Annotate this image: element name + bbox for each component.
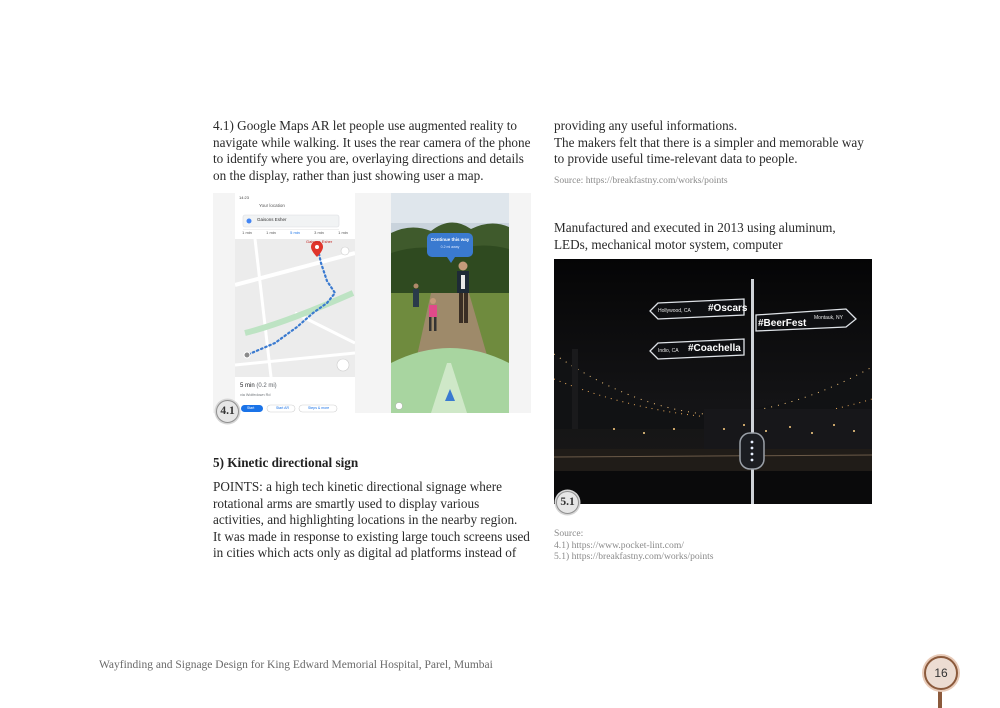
figure-badge-4-1: 4.1 xyxy=(216,400,239,423)
arm-beerfest-tag: #BeerFest xyxy=(758,318,807,329)
figure-kinetic-sign-photo xyxy=(554,259,872,504)
travel-mode-drive[interactable]: 1 min xyxy=(242,230,252,235)
footer-document-title: Wayfinding and Signage Design for King Edward Memorial Hospital, Parel, Mumbai xyxy=(99,659,493,671)
sources-block: Source: 4.1) https://www.pocket-lint.com/ 5.1) https://breakfastny.com/works/points xyxy=(554,528,714,563)
travel-mode-transit[interactable]: 1 min xyxy=(266,230,276,235)
route-via: via Wolfedown Rd xyxy=(240,393,271,397)
start-ar-button[interactable]: Start AR xyxy=(276,406,290,410)
route-buttons xyxy=(241,405,341,412)
source-top: Source: https://breakfastny.com/works/points xyxy=(554,175,728,186)
travel-mode-cycle[interactable]: 1 min xyxy=(338,230,348,235)
figure-google-maps-ar xyxy=(213,193,531,413)
travel-mode-ride[interactable]: 3 min xyxy=(314,230,324,235)
arm-oscars-city: Hollywood, CA xyxy=(658,308,691,314)
arm-coachella-tag: #Coachella xyxy=(688,343,741,354)
arm-beerfest-city: Montauk, NY xyxy=(814,315,843,321)
intro-paragraph: 4.1) Google Maps AR let people use augmented reality to navigate while walking. It uses the rear camera of the phone to identify where you are, overlaying directions and details on the display, rather than just showing user a map. xyxy=(213,118,531,183)
materials-paragraph: Manufactured and executed in 2013 using aluminum, LEDs, mechanical motor system, computer xyxy=(554,220,836,252)
night-bridge-scene xyxy=(554,259,872,504)
continued-paragraph: providing any useful informations. The makers felt that there is a simpler and memorable way to provide useful time-relevant data to people. xyxy=(554,118,864,167)
ar-phone-screen xyxy=(391,193,509,413)
figure-badge-5-1: 5.1 xyxy=(556,491,579,514)
map-destination-label: Gaisons Esher xyxy=(306,239,333,244)
route-summary xyxy=(240,383,277,389)
map-phone-screen xyxy=(235,193,355,413)
ar-bubble-subtitle: 0.2 mi away xyxy=(440,245,460,249)
route-time: 5 min xyxy=(240,383,255,389)
arm-coachella-city: Indio, CA xyxy=(658,348,679,354)
points-paragraph: POINTS: a high tech kinetic directional signage where rotational arms are smartly used to display various activities, and highlighting locations in the nearby region. It was made in response to existing large touch screens used in cities which acts only as digital ad platforms instead of xyxy=(213,479,530,561)
travel-mode-row xyxy=(235,230,355,235)
map-from-field[interactable]: Your location xyxy=(259,203,285,208)
route-distance: (0.2 mi) xyxy=(256,383,277,389)
ar-bubble-title: Continue this way xyxy=(430,237,470,242)
start-button[interactable]: Start xyxy=(247,406,255,410)
page-number-stem xyxy=(938,688,942,708)
section-heading-kinetic-sign: 5) Kinetic directional sign xyxy=(213,455,359,470)
map-status-time: 14:23 xyxy=(239,195,250,200)
map-to-field[interactable]: Gaisons Esher xyxy=(257,217,287,222)
page-number: 16 xyxy=(924,656,958,690)
travel-mode-walk[interactable]: 5 min xyxy=(290,230,300,235)
arm-oscars-tag: #Oscars xyxy=(708,303,748,314)
steps-more-button[interactable]: Steps & more xyxy=(308,406,330,410)
